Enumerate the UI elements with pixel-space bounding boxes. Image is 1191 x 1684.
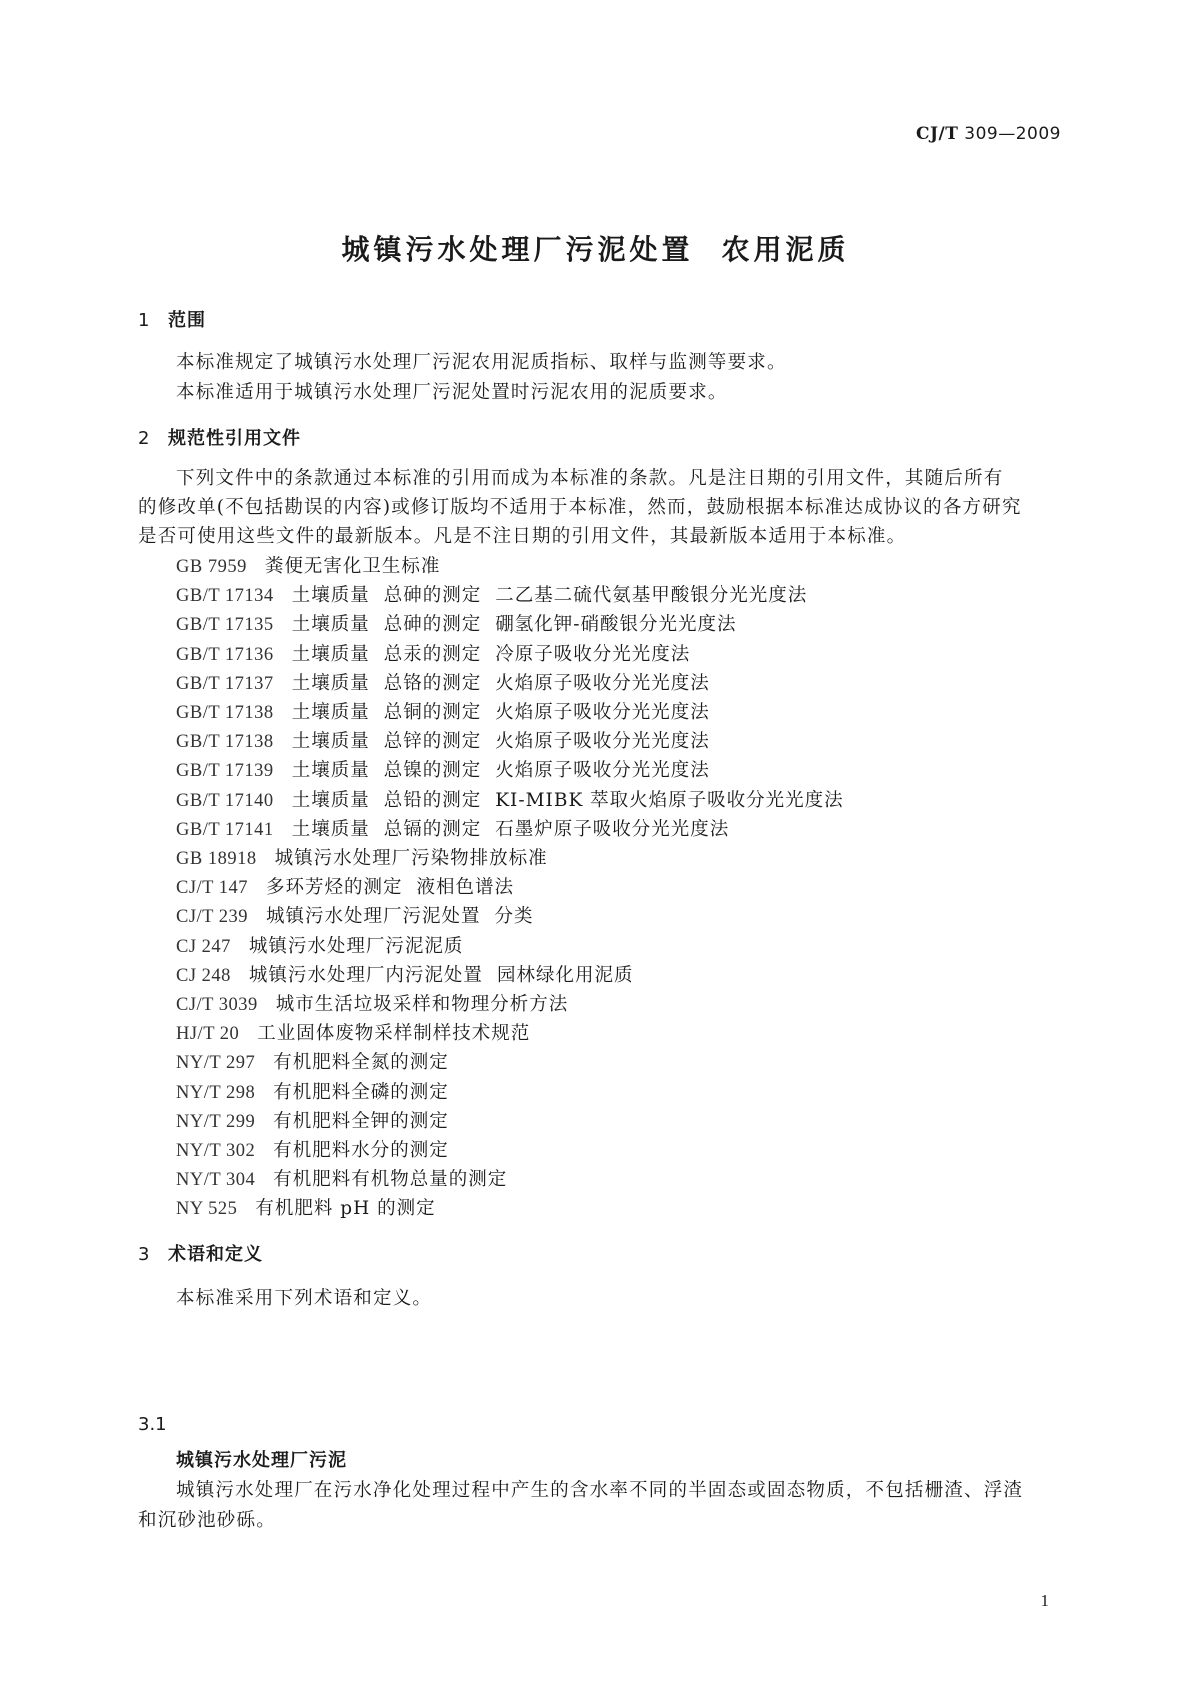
reference-item xyxy=(176,698,710,724)
reference-item xyxy=(176,727,710,753)
reference-title-part: 土壤质量 xyxy=(291,789,370,811)
reference-title-part: 硼氢化钾-硝酸银分光光度法 xyxy=(495,614,737,636)
term-name: 城镇污水处理厂污泥 xyxy=(176,1450,347,1471)
reference-title-part: 土壤质量 xyxy=(291,672,370,694)
reference-title-part: 土壤质量 xyxy=(291,614,370,636)
reference-code: GB/T 17139 xyxy=(176,761,274,782)
reference-item xyxy=(176,844,548,870)
reference-title-part: KI-MIBK 萃取火焰原子吸收分光光度法 xyxy=(495,789,844,811)
reference-code: CJ 248 xyxy=(176,965,231,986)
reference-code: NY/T 297 xyxy=(176,1053,256,1074)
reference-item xyxy=(176,1107,449,1133)
reference-title-part: 石墨炉原子吸收分光光度法 xyxy=(495,818,730,840)
reference-title-part: 分类 xyxy=(494,906,534,928)
reference-code: NY 525 xyxy=(176,1199,238,1220)
reference-item xyxy=(176,990,568,1016)
reference-item xyxy=(176,669,710,695)
section-3-heading: 3 术语和定义 xyxy=(138,1244,263,1265)
reference-title-part: 火焰原子吸收分光光度法 xyxy=(495,672,710,694)
reference-title-part: 有机肥料全磷的测定 xyxy=(273,1081,449,1103)
reference-title-part: 总镉的测定 xyxy=(383,818,482,840)
reference-title-part: 土壤质量 xyxy=(291,731,370,753)
reference-item xyxy=(176,1194,436,1220)
reference-title-part: 火焰原子吸收分光光度法 xyxy=(495,731,710,753)
reference-title-part: 液相色谱法 xyxy=(416,877,515,899)
reference-code: NY/T 298 xyxy=(176,1082,256,1103)
reference-title-part: 总汞的测定 xyxy=(383,643,482,665)
reference-code: NY/T 304 xyxy=(176,1170,256,1191)
reference-item xyxy=(176,932,463,958)
reference-title-part: 总铜的测定 xyxy=(383,702,482,723)
reference-title-part: 多环芳烃的测定 xyxy=(266,877,403,899)
reference-item xyxy=(176,873,514,899)
reference-code: GB 18918 xyxy=(176,849,257,869)
reference-title-part: 火焰原子吸收分光光度法 xyxy=(495,760,710,782)
reference-item xyxy=(176,815,729,841)
reference-title-part: 总锌的测定 xyxy=(383,731,482,753)
reference-code: GB/T 17135 xyxy=(176,615,274,636)
reference-title-part: 土壤质量 xyxy=(291,702,370,723)
reference-item xyxy=(176,786,844,812)
reference-title-part: 土壤质量 xyxy=(291,818,370,840)
reference-item xyxy=(176,640,690,666)
reference-code: GB/T 17136 xyxy=(176,644,274,665)
reference-title-part: 有机肥料全氮的测定 xyxy=(273,1052,449,1074)
reference-item xyxy=(176,902,534,928)
standard-code: CJ/T 309—2009 xyxy=(915,124,1061,144)
reference-title-part: 二乙基二硫代氨基甲酸银分光光度法 xyxy=(495,585,808,607)
reference-item xyxy=(176,552,440,578)
reference-item xyxy=(176,581,807,607)
reference-code: GB/T 17137 xyxy=(176,673,274,694)
section-2-intro-line-1: 下列文件中的条款通过本标准的引用而成为本标准的条款。凡是注日期的引用文件，其随后所有 xyxy=(176,468,1004,489)
reference-code: CJ/T 239 xyxy=(176,907,249,928)
reference-title-part: 粪便无害化卫生标准 xyxy=(264,556,441,577)
term-number: 3.1 xyxy=(138,1414,167,1435)
reference-code: GB/T 17138 xyxy=(176,703,274,723)
reference-code: GB/T 17134 xyxy=(176,586,274,607)
reference-title-part: 总砷的测定 xyxy=(383,585,482,607)
reference-title-part: 总铬的测定 xyxy=(383,672,482,694)
reference-item xyxy=(176,1048,449,1074)
page-number: 1 xyxy=(1040,1591,1049,1610)
reference-title-part: 城镇污水处理厂污泥泥质 xyxy=(248,935,464,957)
term-definition-line-1: 城镇污水处理厂在污水净化处理过程中产生的含水率不同的半固态或固态物质，不包括栅渣、浮渣 xyxy=(176,1480,1024,1501)
document-title: 城镇污水处理厂污泥处置 农用泥质 xyxy=(341,233,850,266)
reference-item xyxy=(176,1136,449,1162)
reference-title-part: 总砷的测定 xyxy=(383,614,482,636)
reference-title-part: 土壤质量 xyxy=(291,585,370,607)
reference-title-part: 城镇污水处理厂污染物排放标准 xyxy=(274,848,548,869)
section-1-heading: 1 范围 xyxy=(138,310,206,331)
reference-title-part: 城镇污水处理厂内污泥处置 xyxy=(248,964,483,986)
reference-title-part: 有机肥料全钾的测定 xyxy=(273,1110,449,1132)
reference-title-part: 冷原子吸收分光光度法 xyxy=(495,643,691,665)
reference-title-part: 有机肥料有机物总量的测定 xyxy=(273,1169,508,1191)
reference-code: GB/T 17138 xyxy=(176,732,274,753)
reference-code: GB/T 17141 xyxy=(176,819,274,840)
section-1-para-1: 本标准规定了城镇污水处理厂污泥农用泥质指标、取样与监测等要求。 xyxy=(176,352,787,373)
reference-code: CJ/T 147 xyxy=(176,878,249,899)
reference-code: GB/T 17140 xyxy=(176,790,274,811)
reference-title-part: 总镍的测定 xyxy=(383,760,482,782)
reference-item xyxy=(176,610,736,636)
reference-title-part: 火焰原子吸收分光光度法 xyxy=(495,702,710,723)
section-2-intro-line-3: 是否可使用这些文件的最新版本。凡是不注日期的引用文件，其最新版本适用于本标准。 xyxy=(138,526,907,547)
reference-item xyxy=(176,1078,449,1104)
reference-code: NY/T 302 xyxy=(176,1141,256,1161)
reference-code: CJ 247 xyxy=(176,936,231,957)
reference-title-part: 城镇污水处理厂污泥处置 xyxy=(266,906,481,928)
reference-title-part: 有机肥料 pH 的测定 xyxy=(255,1198,436,1220)
reference-code: NY/T 299 xyxy=(176,1111,256,1132)
section-2-intro-line-2: 的修改单(不包括勘误的内容)或修订版均不适用于本标准，然而，鼓励根据本标准达成协议的各方研究 xyxy=(138,497,1022,518)
reference-title-part: 园林绿化用泥质 xyxy=(496,964,634,986)
reference-title-part: 土壤质量 xyxy=(291,643,370,665)
reference-code: GB 7959 xyxy=(176,557,247,577)
section-2-heading: 2 规范性引用文件 xyxy=(138,428,301,449)
reference-title-part: 土壤质量 xyxy=(291,760,370,782)
reference-code: CJ/T 3039 xyxy=(176,995,258,1015)
term-definition-line-2: 和沉砂池砂砾。 xyxy=(138,1510,276,1531)
reference-item xyxy=(176,1165,507,1191)
reference-item xyxy=(176,756,710,782)
reference-title-part: 工业固体废物采样制样技术规范 xyxy=(257,1023,531,1045)
reference-title-part: 有机肥料水分的测定 xyxy=(273,1140,449,1161)
reference-code: HJ/T 20 xyxy=(176,1024,240,1045)
reference-title-part: 总铅的测定 xyxy=(383,789,482,811)
reference-item xyxy=(176,1019,530,1045)
reference-item xyxy=(176,961,633,987)
section-1-para-2: 本标准适用于城镇污水处理厂污泥处置时污泥农用的泥质要求。 xyxy=(176,382,728,403)
section-3-intro: 本标准采用下列术语和定义。 xyxy=(176,1288,433,1309)
reference-title-part: 城市生活垃圾采样和物理分析方法 xyxy=(275,994,569,1015)
